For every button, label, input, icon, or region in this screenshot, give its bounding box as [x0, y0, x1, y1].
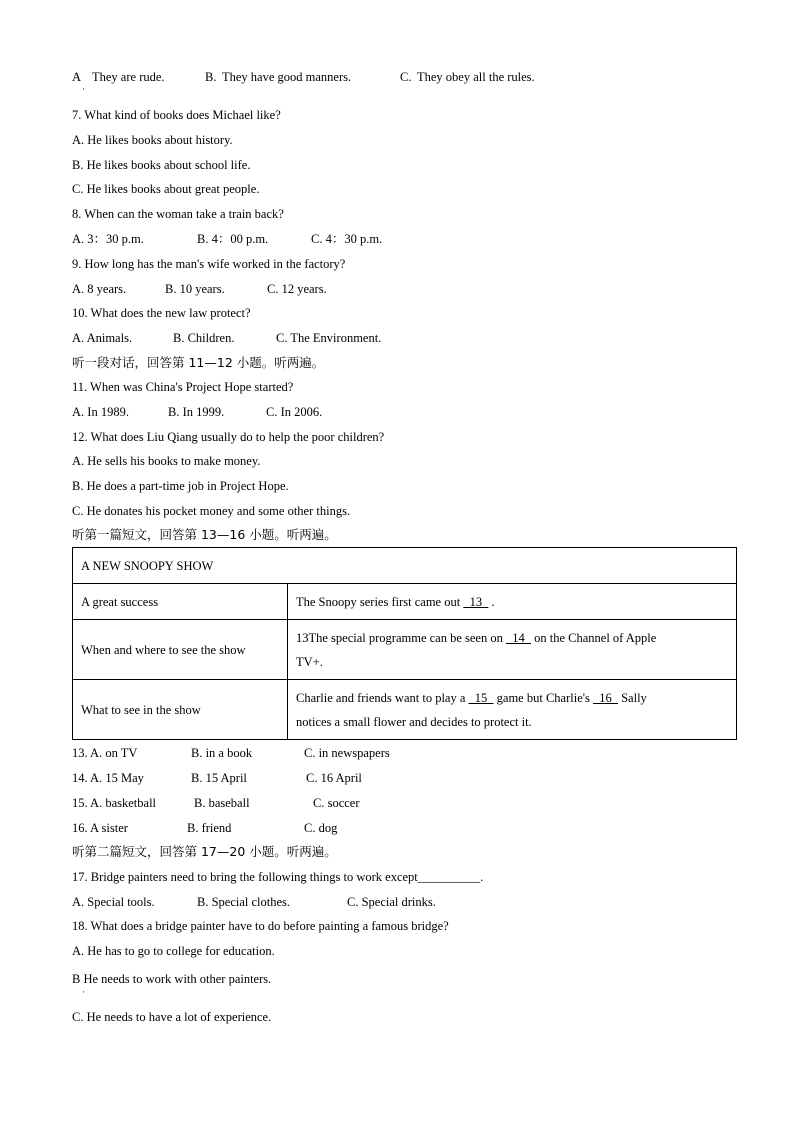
- row-content-success: [288, 584, 737, 620]
- row-content-when-where: [288, 620, 737, 680]
- q6-option-c-label: C.: [400, 70, 412, 84]
- instruction-13-16: 听第一篇短文，回答第 13—16 小题。听两遍。: [72, 527, 337, 542]
- q11-option-b: B. In 1999.: [168, 405, 225, 419]
- cell-text: The Snoopy series first came out: [296, 594, 464, 609]
- q13-option-a: 13. A. on TV: [72, 746, 138, 760]
- q17-option-a: A. Special tools.: [72, 895, 155, 909]
- snoopy-table: [72, 547, 737, 740]
- dot-mark: ·: [82, 84, 85, 94]
- table-title: A NEW SNOOPY SHOW: [73, 548, 737, 584]
- q8-text: 8. When can the woman take a train back?: [72, 207, 284, 221]
- q14-option-c: C. 16 April: [306, 771, 362, 785]
- q11-option-a: A. In 1989.: [72, 405, 129, 419]
- q13-option-c: C. in newspapers: [304, 746, 390, 760]
- q18-text: 18. What does a bridge painter have to do before painting a famous bridge?: [72, 919, 449, 933]
- q6-option-a: They are rude.: [92, 70, 165, 84]
- cell-text: game but Charlie's: [493, 690, 593, 705]
- q8-option-b: B. 4：00 p.m.: [197, 232, 269, 246]
- q6-option-c: They obey all the rules.: [417, 70, 535, 84]
- q6-option-b: They have good manners.: [222, 70, 352, 84]
- q11-text: 11. When was China's Project Hope started?: [72, 380, 294, 394]
- instruction-17-20: 听第二篇短文，回答第 17—20 小题。听两遍。: [72, 844, 337, 859]
- q10-option-a: A. Animals.: [72, 331, 133, 345]
- q12-text: 12. What does Liu Qiang usually do to help the poor children?: [72, 430, 385, 444]
- table-row: [73, 584, 737, 620]
- cell-text: .: [488, 594, 495, 609]
- cell-text: notices a small flower and decides to protect it.: [296, 714, 532, 729]
- q17-text: 17. Bridge painters need to bring the following things to work except__________.: [72, 870, 484, 884]
- q11-option-c: C. In 2006.: [266, 405, 323, 419]
- cell-text: 13The special programme can be seen on: [296, 630, 506, 645]
- blank-16: 16: [592, 690, 618, 705]
- table-row: [73, 548, 737, 584]
- cell-text: Sally: [617, 690, 647, 705]
- q16-option-b: B. friend: [187, 821, 232, 835]
- table-row: [73, 680, 737, 740]
- q14-option-a: 14. A. 15 May: [72, 771, 144, 785]
- q9-option-b: B. 10 years.: [165, 282, 225, 296]
- blank-14: 14: [506, 630, 531, 645]
- row-label-success: A great success: [73, 584, 288, 620]
- q18-option-a: A. He has to go to college for education.: [72, 944, 275, 958]
- q14-option-b: B. 15 April: [191, 771, 247, 785]
- q12-option-b: B. He does a part-time job in Project Hope.: [72, 479, 289, 493]
- q8-option-a: A. 3：30 p.m.: [72, 232, 144, 246]
- q7-text: 7. What kind of books does Michael like?: [72, 108, 281, 122]
- q12-option-a: A. He sells his books to make money.: [72, 454, 261, 468]
- q18-option-b: B He needs to work with other painters.: [72, 972, 272, 986]
- row-label-when-where: When and where to see the show: [73, 620, 288, 680]
- q10-option-b: B. Children.: [173, 331, 235, 345]
- table-row: [73, 620, 737, 680]
- cell-text: Charlie and friends want to play a: [296, 690, 469, 705]
- cell-text: TV+.: [296, 654, 323, 669]
- q16-option-a: 16. A sister: [72, 821, 128, 835]
- q7-option-b: B. He likes books about school life.: [72, 158, 251, 172]
- q9-option-a: A. 8 years.: [72, 282, 127, 296]
- q12-option-c: C. He donates his pocket money and some other things.: [72, 504, 351, 518]
- q6-option-b-label: B.: [205, 70, 217, 84]
- q10-option-c: C. The Environment.: [276, 331, 382, 345]
- q15-option-c: C. soccer: [313, 796, 360, 810]
- q18-option-c: C. He needs to have a lot of experience.: [72, 1010, 272, 1024]
- q15-option-a: 15. A. basketball: [72, 796, 157, 810]
- q10-text: 10. What does the new law protect?: [72, 306, 251, 320]
- q7-option-a: A. He likes books about history.: [72, 133, 233, 147]
- q6-option-a-label: A: [72, 70, 82, 84]
- instruction-11-12: 听一段对话，回答第 11—12 小题。听两遍。: [72, 355, 325, 370]
- q17-option-b: B. Special clothes.: [197, 895, 291, 909]
- q7-option-c: C. He likes books about great people.: [72, 182, 260, 196]
- q15-option-b: B. baseball: [194, 796, 250, 810]
- blank-13: 13: [463, 594, 489, 609]
- q16-option-c: C. dog: [304, 821, 338, 835]
- q9-option-c: C. 12 years.: [267, 282, 327, 296]
- row-label-what-to-see: What to see in the show: [73, 680, 288, 740]
- dot-mark: ·: [82, 987, 85, 997]
- q13-option-b: B. in a book: [191, 746, 253, 760]
- blank-15: 15: [468, 690, 494, 705]
- q9-text: 9. How long has the man's wife worked in the factory?: [72, 257, 346, 271]
- q8-option-c: C. 4：30 p.m.: [311, 232, 383, 246]
- q17-option-c: C. Special drinks.: [347, 895, 436, 909]
- cell-text: on the Channel of Apple: [531, 630, 657, 645]
- row-content-what-to-see: [288, 680, 737, 740]
